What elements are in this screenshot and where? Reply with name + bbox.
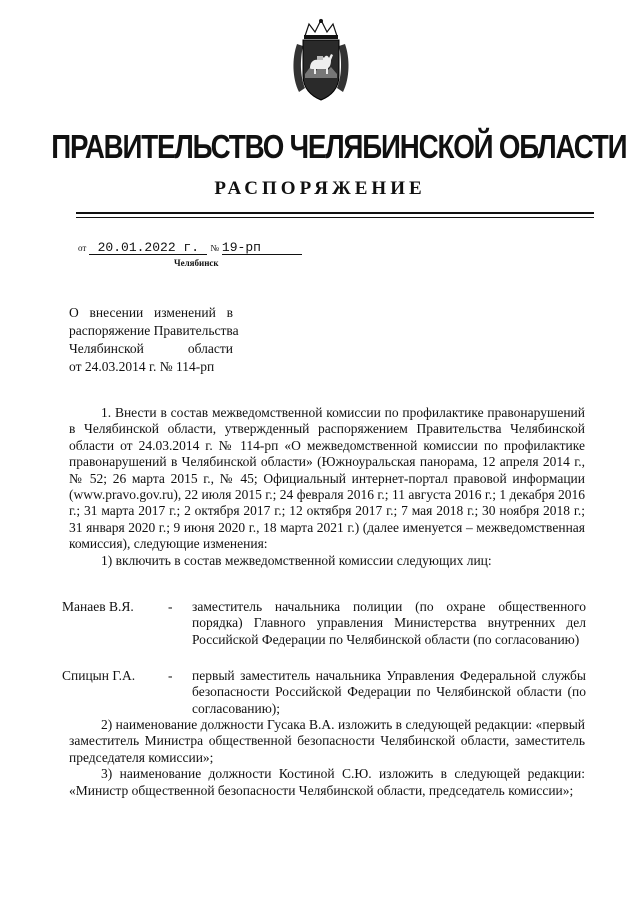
person-description: первый заместитель начальника Управления Федеральной службы безопасности Российской Федерации по Челябинской области (по согласованию); <box>192 668 586 716</box>
person-name: Манаев В.Я. <box>62 599 134 614</box>
paragraph-1: 1. Внести в состав межведомственной комиссии по профилактике правонарушений в Челябинской области, утвержденный распоряжением Правительства Челябинской области от 24.03.2014 г. № 114-рп «О межведомственной комиссии по профилактике правонарушений в Челябинской области» (Южноуральская панорама, 12 апреля 2014 г., № 52; 26 марта 2015 г., № 45; Официальный интернет-портал правовой информации (www.pravo.gov.ru), 22 июля 2015 г.; 24 февраля 2016 г.; 11 августа 2016 г.; 1 декабря 2016 г.; 31 марта 2017 г.; 2 октября 2017 г.; 12 октября 2017 г.; 7 мая 2018 г.; 30 ноября 2018 г.; 31 января 2020 г.; 9 июня 2020 г., 18 марта 2021 г.) (далее именуется – межведомственная комиссия), следующие изменения: <box>69 405 585 552</box>
city-label: Челябинск <box>174 258 219 268</box>
subject-word: области <box>187 341 233 356</box>
subject-word: Челябинской <box>69 341 144 356</box>
date-value: 20.01.2022 г. <box>97 240 200 255</box>
person-dash: - <box>168 599 173 614</box>
date-field <box>89 241 207 255</box>
date-prefix: от <box>78 243 87 253</box>
document-type-title: РАСПОРЯЖЕНИЕ <box>214 178 426 199</box>
body-text-continued <box>69 717 585 799</box>
person-name: Спицын Г.А. <box>62 668 136 683</box>
person-dash: - <box>168 668 173 683</box>
subject-line-3 <box>69 340 233 358</box>
coat-of-arms-icon <box>291 18 351 102</box>
date-number-line <box>78 240 302 255</box>
header-divider-thick <box>76 212 594 214</box>
item-3: 3) наименование должности Костиной С.Ю. изложить в следующей редакции: «Министр общественной безопасности Челябинской области, председатель комиссии»; <box>69 766 585 798</box>
body-text <box>69 405 585 569</box>
subject-word: О <box>69 305 79 320</box>
subject-block <box>69 304 239 376</box>
number-field <box>222 241 302 255</box>
item-2: 2) наименование должности Гусака В.А. изложить в следующей редакции: «первый заместитель Министра общественной безопасности Челябинской области, заместитель председателя комиссии»; <box>69 717 585 765</box>
person-description: заместитель начальника полиции (по охране общественного порядка) Главного управления Министерства внутренних дел Российской Федерации по Челябинской области (по согласованию) <box>192 599 586 647</box>
number-prefix: № <box>210 243 219 253</box>
item-1-intro: 1) включить в состав межведомственной комиссии следующих лиц: <box>101 552 492 568</box>
header-divider-thin <box>76 217 594 218</box>
subject-word: в <box>226 305 233 320</box>
subject-line-4: от 24.03.2014 г. № 114-рп <box>69 359 215 374</box>
number-value: 19-рп <box>221 240 261 255</box>
subject-word: изменений <box>154 305 216 320</box>
subject-line-2: распоряжение Правительства <box>69 323 239 338</box>
subject-line-1 <box>69 304 233 322</box>
government-title: ПРАВИТЕЛЬСТВО ЧЕЛЯБИНСКОЙ ОБЛАСТИ <box>51 128 627 165</box>
subject-word: внесении <box>89 305 144 320</box>
